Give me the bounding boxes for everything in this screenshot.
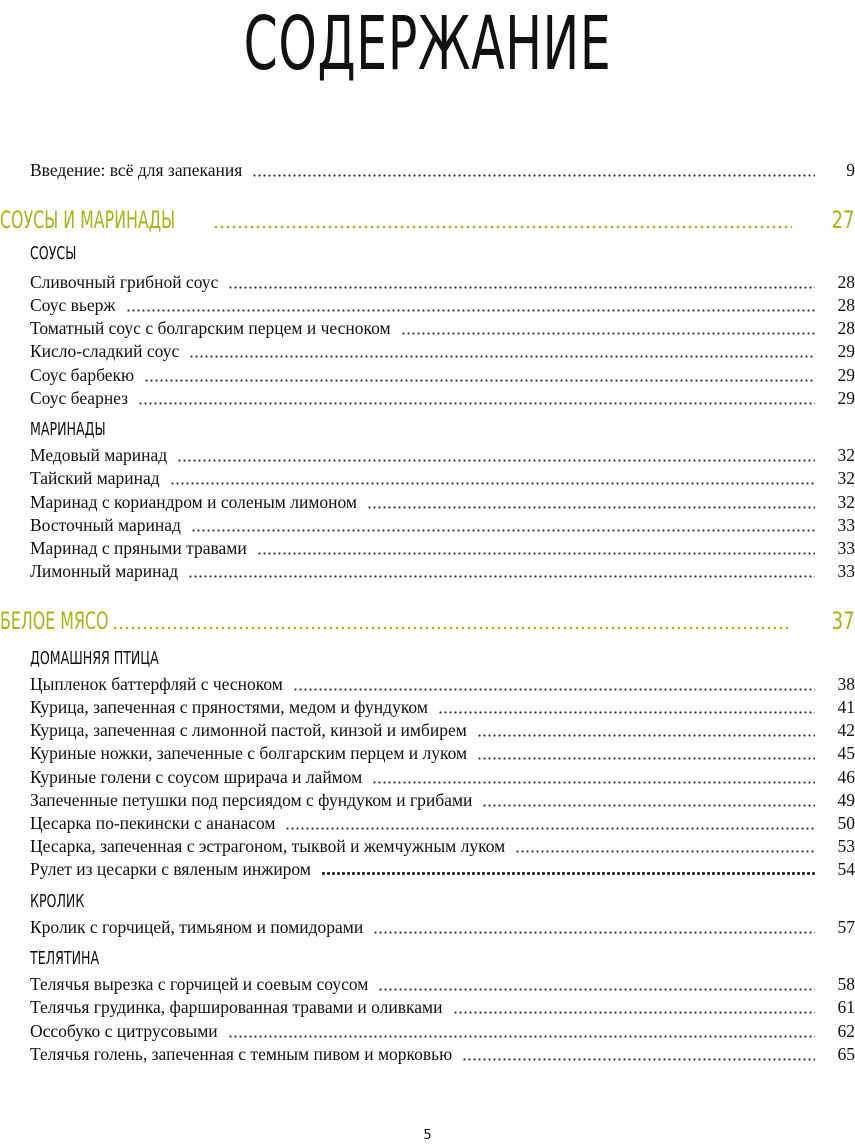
entry-page: 65 [837, 1044, 855, 1064]
toc-entry[interactable] [30, 1020, 855, 1042]
dot-leader [170, 467, 815, 489]
dot-leader [285, 812, 815, 834]
toc-entry[interactable] [30, 340, 855, 362]
toc-entry[interactable] [30, 812, 855, 834]
entry-title: Соус беарнез [30, 388, 129, 408]
entry-page: 9 [846, 160, 855, 180]
entry-page: 33 [837, 538, 855, 558]
toc-entry[interactable] [30, 317, 855, 339]
entry-page: 53 [837, 836, 855, 856]
section-heading: ТЕЛЯТИНА [30, 948, 100, 969]
entry-page: 45 [837, 743, 855, 763]
toc-entry[interactable] [30, 271, 855, 293]
toc-entry[interactable] [30, 996, 855, 1018]
dot-leader [188, 560, 815, 582]
entry-title: Куриные голени с соусом шрирача и лаймом [30, 767, 363, 787]
dot-leader [453, 996, 816, 1018]
entry-page: 32 [837, 468, 855, 488]
entry-title: Запеченные петушки под персиядом с фундуком и грибами [30, 790, 473, 810]
dot-leader [228, 1020, 815, 1042]
toc-entry[interactable] [30, 973, 855, 995]
toc-entry[interactable] [30, 916, 855, 938]
section-heading: СОУСЫ [30, 243, 77, 264]
toc-entry[interactable] [30, 444, 855, 466]
toc-entry[interactable] [30, 696, 855, 718]
toc-entry[interactable] [30, 294, 855, 316]
dot-leader [462, 1043, 815, 1065]
toc-entry[interactable] [30, 766, 855, 788]
entry-title: Курица, запеченная с лимонной пастой, кинзой и имбирем [30, 720, 467, 740]
entry-title: Цыпленок баттерфляй с чесноком [30, 674, 283, 694]
entry-page: 28 [837, 318, 855, 338]
entry-page: 33 [837, 515, 855, 535]
entry-title: Соус вьерж [30, 295, 116, 315]
entry-title: Куриные ножки, запеченные с болгарским перцем и луком [30, 743, 468, 763]
toc-entry[interactable] [30, 835, 855, 857]
dot-leader [477, 742, 815, 764]
toc-entry[interactable] [30, 742, 855, 764]
entry-page: 54 [837, 859, 855, 879]
dot-leader [189, 340, 815, 362]
section-heading: ДОМАШНЯЯ ПТИЦА [30, 648, 159, 669]
dot-leader [191, 514, 815, 536]
entry-page: 29 [837, 365, 855, 385]
entry-page: 57 [837, 917, 855, 937]
entry-page: 38 [837, 674, 855, 694]
entry-title: Томатный соус с болгарским перцем и чесноком [30, 318, 391, 338]
dot-leader [112, 606, 792, 636]
chapter-title: СОУСЫ И МАРИНАДЫ [0, 206, 176, 234]
entry-page: 29 [837, 388, 855, 408]
dot-leader [482, 789, 815, 811]
page-number: 5 [423, 1128, 432, 1143]
dot-leader [293, 673, 815, 695]
toc-entry[interactable] [30, 387, 855, 409]
section-heading: МАРИНАДЫ [30, 419, 106, 440]
toc-entry[interactable] [30, 858, 855, 880]
entry-title: Кисло-сладкий соус [30, 341, 180, 361]
dot-leader [438, 696, 815, 718]
entry-page: 50 [837, 813, 855, 833]
dot-leader [401, 317, 815, 339]
entry-title: Соус барбекю [30, 365, 135, 385]
entry-page: 42 [837, 720, 855, 740]
entry-title: Лимонный маринад [30, 561, 179, 581]
dot-leader [138, 387, 815, 409]
dot-leader [144, 364, 815, 386]
toc-entry[interactable] [30, 467, 855, 489]
entry-page: 32 [837, 445, 855, 465]
toc-entry[interactable] [30, 560, 855, 582]
dot-leader [515, 835, 815, 857]
entry-title: Медовый маринад [30, 445, 168, 465]
dot-leader [477, 719, 815, 741]
entry-page: 49 [837, 790, 855, 810]
toc-entry[interactable] [30, 537, 855, 559]
dot-leader [372, 766, 815, 788]
dot-leader [252, 159, 815, 181]
entry-title: Маринад с пряными травами [30, 538, 247, 558]
entry-title: Введение: всё для запекания [30, 160, 243, 180]
entry-title: Рулет из цесарки с вяленым инжиром [30, 859, 311, 879]
entry-page: 28 [837, 295, 855, 315]
entry-title: Цесарка по-пекински с ананасом [30, 813, 276, 833]
page-title: СОДЕРЖАНИЕ [243, 1, 612, 87]
toc-entry[interactable] [30, 364, 855, 386]
dot-leader [321, 858, 815, 880]
entry-title: Сливочный грибной соус [30, 272, 219, 292]
dot-leader [378, 973, 815, 995]
toc-entry[interactable] [30, 789, 855, 811]
toc-entry[interactable] [30, 673, 855, 695]
entry-page: 62 [837, 1021, 855, 1041]
dot-leader [126, 294, 815, 316]
entry-title: Телячья грудинка, фаршированная травами и оливками [30, 997, 443, 1017]
dot-leader [367, 491, 815, 513]
entry-page: 33 [837, 561, 855, 581]
entry-title: Восточный маринад [30, 515, 181, 535]
entry-page: 46 [837, 767, 855, 787]
entry-title: Маринад с кориандром и соленым лимоном [30, 492, 358, 512]
entry-page: 28 [837, 272, 855, 292]
chapter-page: 37 [832, 607, 855, 635]
dot-leader [177, 444, 815, 466]
toc-entry[interactable] [30, 491, 855, 513]
entry-title: Тайский маринад [30, 468, 160, 488]
entry-page: 32 [837, 492, 855, 512]
chapter-title: БЕЛОЕ МЯСО [0, 607, 109, 635]
entry-title: Телячья вырезка с горчицей и соевым соусом [30, 974, 369, 994]
entry-page: 58 [837, 974, 855, 994]
entry-page: 61 [837, 997, 855, 1017]
entry-page: 29 [837, 341, 855, 361]
section-heading: КРОЛИК [30, 891, 85, 912]
chapter-page: 27 [832, 206, 855, 234]
toc-entry-intro[interactable] [30, 159, 855, 181]
toc-entry[interactable] [30, 1043, 855, 1065]
chapter-heading-sauces-marinades[interactable] [0, 205, 855, 235]
toc-entry[interactable] [30, 719, 855, 741]
dot-leader [257, 537, 815, 559]
dot-leader [373, 916, 815, 938]
entry-title: Курица, запеченная с пряностями, медом и фундуком [30, 697, 428, 717]
chapter-heading-white-meat[interactable] [0, 606, 855, 636]
entry-title: Телячья голень, запеченная с темным пивом и морковью [30, 1044, 453, 1064]
dot-leader [213, 205, 792, 235]
toc-entry[interactable] [30, 514, 855, 536]
entry-title: Оссобуко с цитрусовыми [30, 1021, 218, 1041]
entry-title: Кролик с горчицей, тимьяном и помидорами [30, 917, 364, 937]
entry-title: Цесарка, запеченная с эстрагоном, тыквой и жемчужным луком [30, 836, 506, 856]
dot-leader [228, 271, 815, 293]
entry-page: 41 [837, 697, 855, 717]
